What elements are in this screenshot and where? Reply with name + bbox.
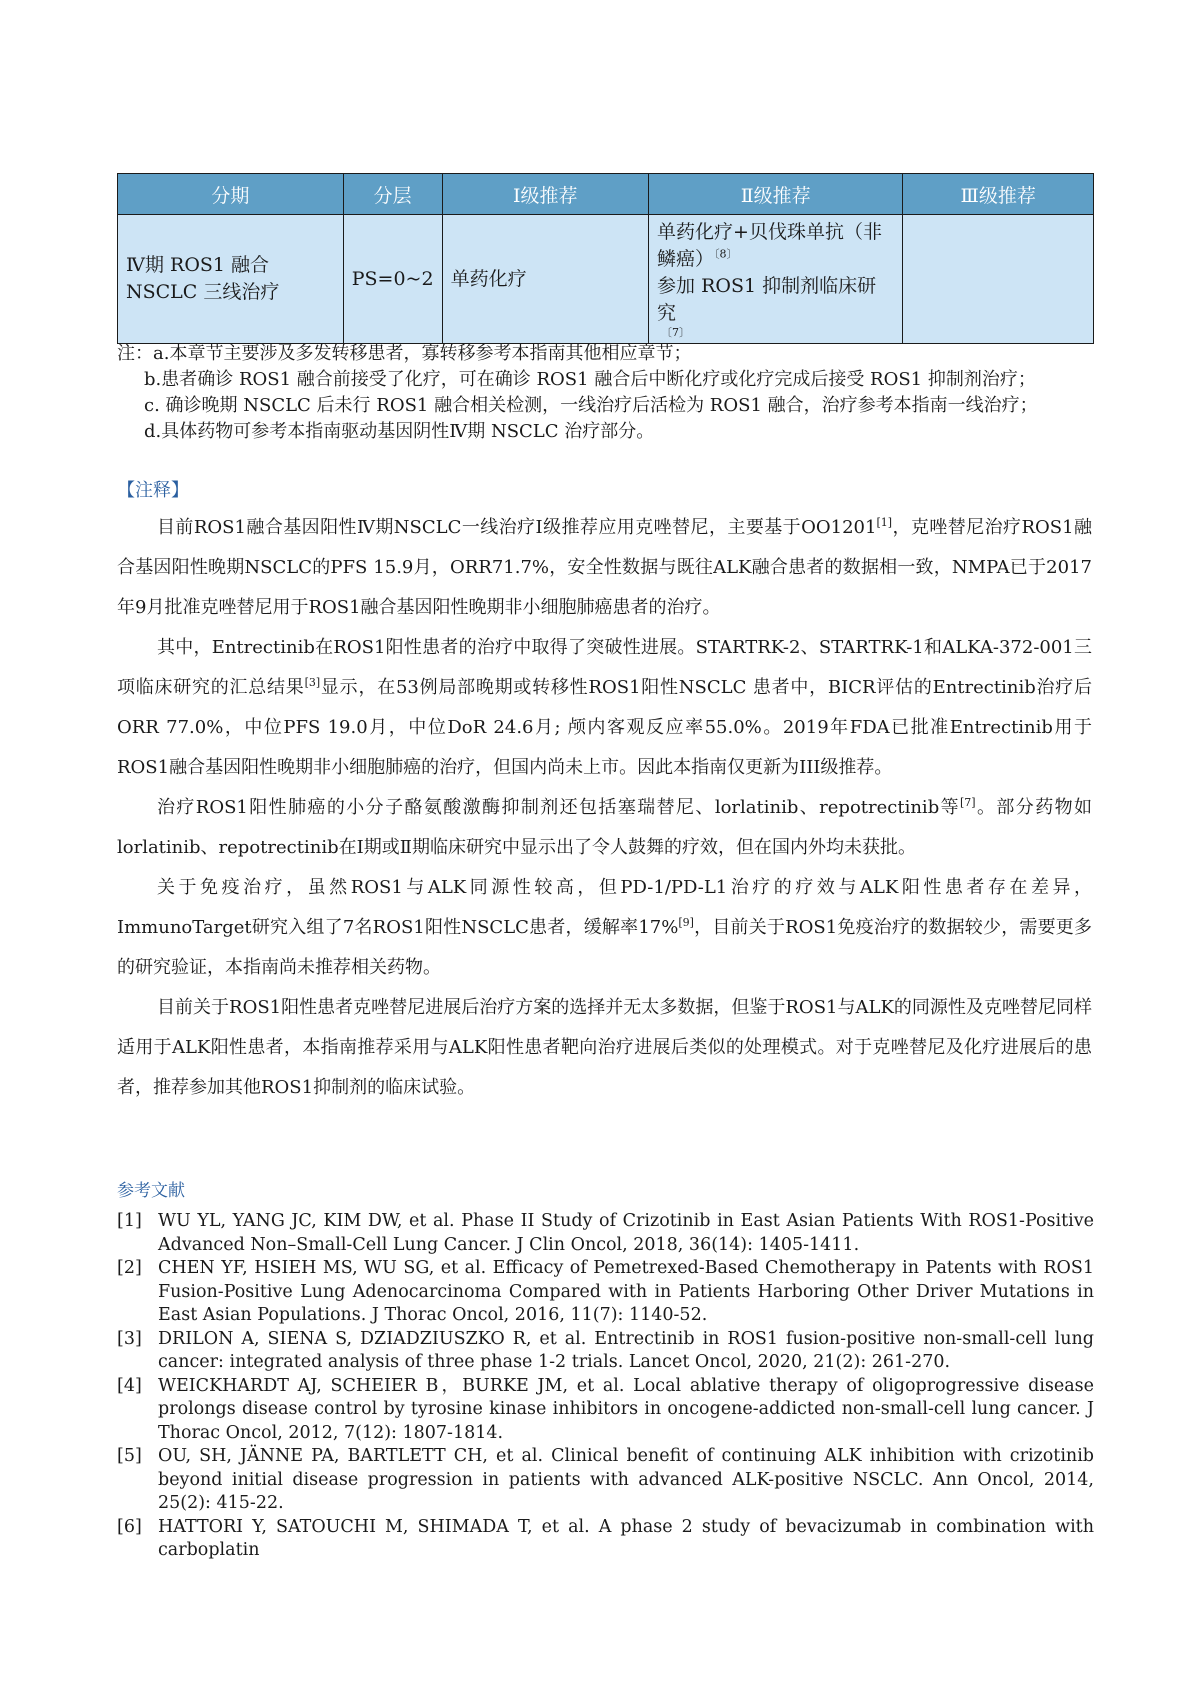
reference-item [117,1328,1094,1375]
reference-item [117,1257,1094,1328]
paragraph-2 [117,628,1092,788]
p3-citation: [7] [960,796,976,809]
cell-layer: PS=0~2 [343,215,442,344]
reference-number: [1] [117,1211,142,1231]
p1-text-b: ，克唑替尼治疗ROS1融合基因阳性晚期NSCLC的PFS 15.9月，ORR71.7%，安全性数据与既往ALK融合患者的数据相一致，NMPA已于2017年9月批准克唑替尼用于ROS1融合基因阳性晚期非小细胞肺癌患者的治疗。 [117,517,1092,618]
p2-text-b: 显示，在53例局部晚期或转移性ROS1阳性NSCLC 患者中，BICR评估的Entrectinib治疗后ORR 77.0%，中位PFS 19.0月，中位DoR 24.6月; 颅内客观反应率55.0%。2019年FDA已批准Entrectinib用于ROS1融合基因阳性晚期非小细胞肺癌的治疗，但国内尚未上市。因此本指南仅更新为III级推荐。 [117,677,1093,778]
p2-citation: [3] [304,676,321,689]
note-a: 注：a.本章节主要涉及多发转移患者，寡转移参考本指南其他相应章节； [117,343,692,364]
reference-number: [2] [117,1258,142,1278]
reference-item [117,1445,1094,1516]
p4-text-a: 关于免疫治疗，虽然ROS1与ALK同源性较高，但PD-1/PD-L1治疗的疗效与ALK阳性患者存在差异，ImmunoTarget研究入组了7名ROS1阳性NSCLC患者，缓解率17% [117,877,1092,938]
p4-citation: [9] [678,916,694,929]
annotation-body [117,508,1092,1108]
reference-item [117,1516,1094,1563]
annotation-heading: 【注释】 [117,480,189,501]
cell-level3 [903,215,1094,344]
note-d: d.具体药物可参考本指南驱动基因阴性Ⅳ期 NSCLC 治疗部分。 [144,421,655,442]
reference-number: [4] [117,1375,142,1396]
note-c: c. 确诊晚期 NSCLC 后未行 ROS1 融合相关检测，一线治疗后活检为 ROS1 融合，治疗参考本指南一线治疗； [144,395,1038,416]
reference-text: DRILON A, SIENA S, DZIADZIUSZKO R, et al. Entrectinib in ROS1 fusion-positive non-small-cell lung cancer: integrated analysis of three phase 1-2 trials. Lancet Oncol, 2020, 21(2): 261-270. [158,1328,1094,1372]
paragraph-4 [117,868,1092,988]
paragraph-1 [117,508,1092,628]
level2-item1-ref: 〔8〕 [714,247,738,261]
paragraph-5 [117,988,1092,1108]
cell-level1: 单药化疗 [442,215,648,344]
reference-text: WU YL, YANG JC, KIM DW, et al. Phase II Study of Crizotinib in East Asian Patients With ROS1-Positive Advanced Non–Small-Cell Lung Cancer. J Clin Oncol, 2018, 36(14): 1405-1411. [158,1211,1094,1255]
p5-text-a: 目前关于ROS1阳性患者克唑替尼进展后治疗方案的选择并无太多数据，但鉴于ROS1与ALK的同源性及克唑替尼同样适用于ALK阳性患者，本指南推荐采用与ALK阳性患者靶向治疗进展后类似的处理模式。对于克唑替尼及化疗进展后的患者，推荐参加其他ROS1抑制剂的临床试验。 [117,997,1092,1098]
level2-item1: 单药化疗+贝伐珠单抗（非鳞癌） [657,221,882,270]
p3-text-b: 。部分药物如lorlatinib、repotrectinib在Ⅰ期或Ⅱ期临床研究中显示出了令人鼓舞的疗效，但在国内外均未获批。 [117,797,1092,858]
header-layer: 分层 [343,174,442,215]
paragraph-3 [117,788,1092,868]
reference-text: CHEN YF, HSIEH MS, WU SG, et al. Efficacy of Pemetrexed-Based Chemotherapy in Patents with ROS1 Fusion-Positive Lung Adenocarcinoma Compared with in Patients Harboring Other Driver Mutations in East Asian Populations. J Thorac Oncol, 2016, 11(7): 1140-52. [158,1258,1094,1325]
table-header-row [118,174,1094,215]
p1-citation: [1] [876,516,893,529]
cell-stage: Ⅳ期 ROS1 融合 NSCLC 三线治疗 [118,215,344,344]
level2-item2: 参加 ROS1 抑制剂临床研究 [657,275,877,324]
reference-text: HATTORI Y, SATOUCHI M, SHIMADA T, et al. A phase 2 study of bevacizumab in combination with carboplatin [158,1516,1094,1560]
reference-item [117,1375,1094,1446]
note-b: b.患者确诊 ROS1 融合前接受了化疗，可在确诊 ROS1 融合后中断化疗或化疗完成后接受 ROS1 抑制剂治疗； [144,369,1036,390]
reference-number: [5] [117,1446,142,1466]
level2-item2-ref: 〔7〕 [661,326,691,339]
p2-text-a: 其中，Entrectinib在ROS1阳性患者的治疗中取得了突破性进展。STARTRK-2、STARTRK-1和ALKA-372-001三项临床研究的汇总结果 [117,637,1092,698]
table-notes [117,341,1107,445]
header-level2: Ⅱ级推荐 [649,174,903,215]
reference-item [117,1210,1094,1257]
reference-number: [6] [117,1516,142,1537]
recommendation-table [117,173,1094,344]
references-heading: 参考文献 [117,1181,185,1201]
references-list [117,1210,1094,1563]
p1-text-a: 目前ROS1融合基因阳性Ⅳ期NSCLC一线治疗Ⅰ级推荐应用克唑替尼，主要基于OO1201 [157,517,877,538]
reference-text: WEICKHARDT AJ, SCHEIER B，BURKE JM, et al. Local ablative therapy of oligoprogressive disease prolongs disease control by tyrosine kinase inhibitors in oncogene-addicted non-small-cell lung cancer. J Thorac Oncol, 2012, 7(12): 1807-1814. [158,1375,1094,1443]
cell-level2 [649,215,903,344]
p3-text-a: 治疗ROS1阳性肺癌的小分子酪氨酸激酶抑制剂还包括塞瑞替尼、lorlatinib、repotrectinib等 [157,797,961,818]
header-level1: Ⅰ级推荐 [442,174,648,215]
p4-text-b: ，目前关于ROS1免疫治疗的数据较少，需要更多的研究验证，本指南尚未推荐相关药物。 [117,917,1092,978]
table-row [118,215,1094,344]
reference-number: [3] [117,1328,142,1349]
header-level3: Ⅲ级推荐 [903,174,1094,215]
reference-text: OU, SH, JÄNNE PA, BARTLETT CH, et al. Clinical benefit of continuing ALK inhibition with crizotinib beyond initial disease progression in patients with advanced ALK-positive NSCLC. Ann Oncol, 2014, 25(2): 415-22. [158,1446,1094,1513]
header-stage: 分期 [118,174,344,215]
